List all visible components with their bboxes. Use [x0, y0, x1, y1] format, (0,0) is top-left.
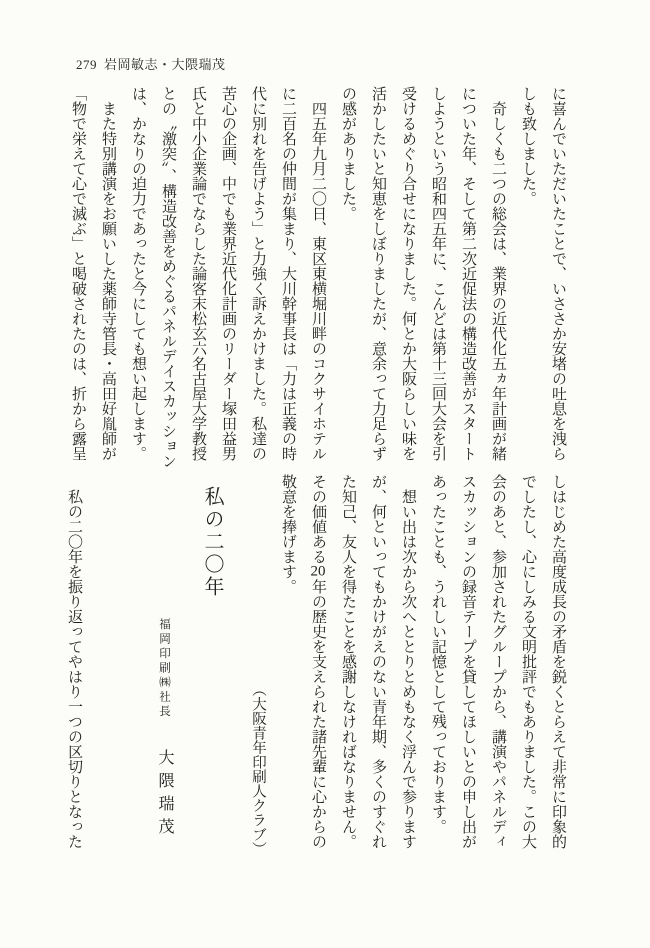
author-name: 大隈瑞茂 [156, 749, 173, 842]
running-title: 岩岡敏志・大隈瑞茂 [104, 57, 226, 72]
text-line: しも致しました。 [520, 86, 536, 206]
text-line: あったことも、うれしい記憶として残っております。 [430, 474, 446, 834]
text-line: その価値ある20年の歴史を支えられた諸先輩に心からの [310, 474, 326, 849]
attribution-line: （大阪青年印刷人クラブ） [250, 682, 266, 856]
text-line: 氏と中小企業論でならした論客末松玄六名古屋大学教授 [190, 86, 206, 461]
text-line: 想い出は次から次へととりとめもなく浮んで参ります [400, 474, 416, 849]
text-line: しはじめた高度成長の矛盾を鋭くとらえて非常に印象的 [550, 474, 566, 849]
text-line: でしたし、心にしみる文明批評でもありました。この大 [520, 474, 536, 849]
column-gap [181, 474, 195, 856]
text-line: との〝激突〟、構造改善をめぐるパネルデイスカッション [160, 86, 176, 469]
text-line: 敬意を捧げます。 [280, 474, 296, 594]
column-gap [229, 474, 243, 856]
author-role: 福岡印刷㈱社長 [158, 618, 170, 720]
text-line: しようという昭和四五年に、こんどは第十三回大会を引 [430, 86, 446, 461]
page-number: 279 [76, 57, 97, 72]
text-line: 奇しくも二つの総会は、業界の近代化五ヵ年計画が緒 [490, 86, 506, 461]
text-line: スカッションの録音テープを貸してほしいとの申し出が [460, 474, 476, 849]
text-line: が、何といってもかけがえのない青年期、多くのすぐれ [370, 474, 386, 849]
text-line: また特別講演をお願いした薬師寺管長・高田好胤師が [100, 86, 116, 461]
bottom-text-block [59, 474, 573, 856]
article-title: 私の二〇年 [201, 486, 223, 599]
text-line: に二百名の仲間が集まり、大川幹事長は「力は正義の時 [280, 86, 296, 461]
text-line: た知己、友人を得たことを感謝しなければなりません。 [340, 474, 356, 849]
text-line: に喜んでいただいたことで、いささか安堵の吐息を洩ら [550, 86, 566, 461]
text-line: 代に別れを告げよう」と力強く訴えかけました。私達の [250, 86, 266, 461]
text-line: 「物で栄えて心で滅ぶ」と喝破されたのは、折から露呈 [70, 86, 86, 461]
running-header [76, 54, 226, 73]
text-line: の感がありました。 [340, 86, 356, 221]
text-line: 苦心の企画、中でも業界近代化計画のリーダー塚田益男 [220, 86, 236, 461]
closing-line: 私の二〇年を振り返ってやはり一つの区切りとなった [66, 474, 82, 849]
text-line: 四五年九月二〇日、東区東横堀川畔のコクサイホテル [310, 86, 326, 461]
author-line [147, 474, 181, 948]
text-line: は、かなりの迫力であったと今にしても想い起します。 [130, 86, 146, 461]
text-line: 活かしたいと知恵をしぼりましたが、意余って力足らず [370, 86, 386, 461]
text-line: についた年、そして第二次近促法の構造改善がスタート [460, 86, 476, 461]
top-text-block [63, 86, 573, 469]
text-line: 受けるめぐり合せになりました。何とか大阪らしい味を [400, 86, 416, 461]
text-line: 会のあと、参加されたグループから、講演やパネルディ [490, 474, 506, 849]
column-gap-large [89, 474, 147, 856]
